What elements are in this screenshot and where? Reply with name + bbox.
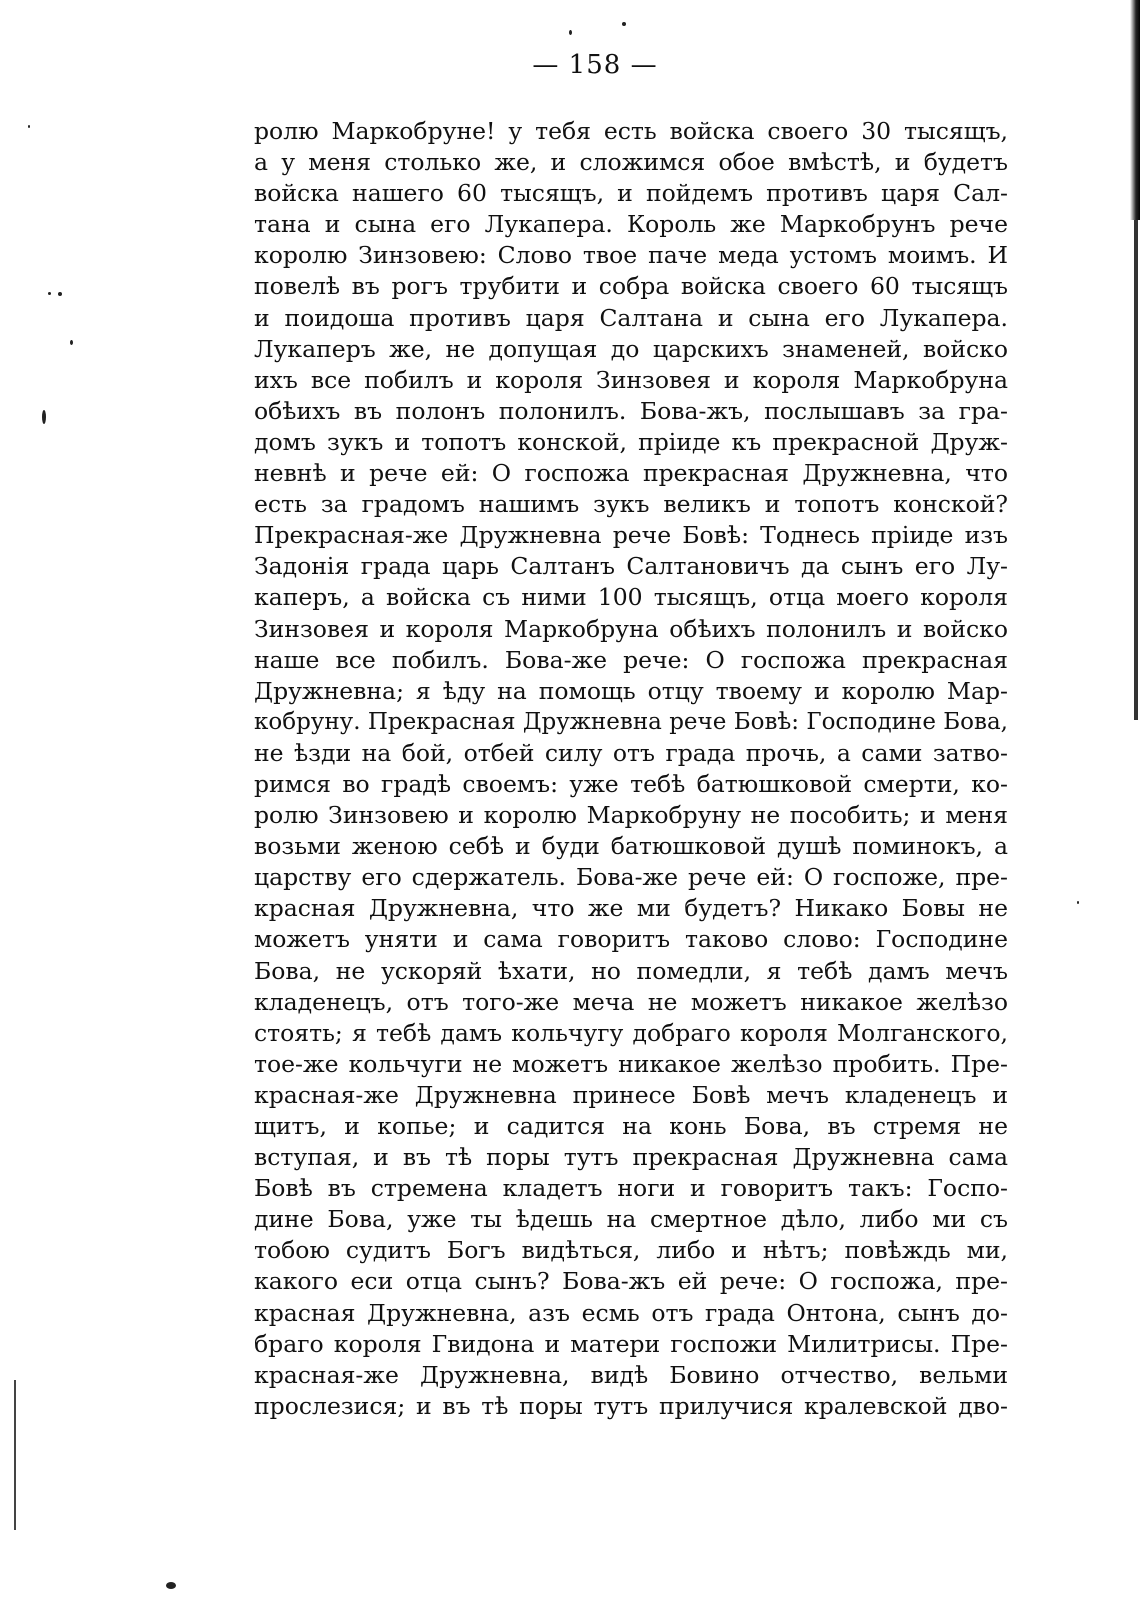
text-line: Дружневна; я ѣду на помощь отцу твоему и королю Мар- — [254, 676, 1008, 705]
body-text — [254, 116, 1008, 1422]
scan-speck — [166, 1582, 176, 1589]
page-edge-shadow — [1130, 0, 1140, 220]
text-line: царству его сдержатель. Бова-же рече ей: О госпоже, пре- — [254, 863, 1008, 892]
text-line: стоять; я тебѣ дамъ кольчугу добраго короля Молганского, — [254, 1018, 1008, 1047]
text-line: Лукаперъ же, не допущая до царскихъ знаменей, войско — [254, 334, 1008, 363]
scan-speck — [28, 125, 30, 128]
text-line: какого еси отца сынъ? Бова-жъ ей рече: О госпожа, пре- — [254, 1267, 1008, 1296]
text-line: тое-же кольчуги не можетъ никакое желѣзо пробить. Пре- — [254, 1049, 1008, 1078]
text-line: и поидоша противъ царя Салтана и сына его Лукапера. — [254, 303, 1008, 332]
text-line: домъ зукъ и топотъ конской, пріиде къ прекрасной Друж- — [254, 427, 1008, 456]
text-line: вступая, и въ тѣ поры тутъ прекрасная Дружневна сама — [254, 1143, 1008, 1172]
text-line: Зинзовея и короля Маркобруна обѣихъ полонилъ и войско — [254, 614, 1008, 643]
text-line: ихъ все побилъ и короля Зинзовея и короля Маркобруна — [254, 365, 1008, 394]
page-edge-line — [1134, 220, 1138, 720]
scan-speck — [622, 22, 626, 26]
page-number: — 158 — — [532, 50, 658, 80]
text-line: красная-же Дружневна, видѣ Бовино отчество, вельми — [254, 1360, 1008, 1389]
text-line: красная Дружневна, что же ми будетъ? Никако Бовы не — [254, 894, 1008, 923]
text-line: красная Дружневна, азъ есмь отъ града Онтона, сынъ до- — [254, 1298, 1008, 1327]
text-line: Задонія града царь Салтанъ Салтановичъ да сынъ его Лу- — [254, 552, 1008, 581]
text-line: браго короля Гвидона и матери госпожи Милитрисы. Пре- — [254, 1329, 1008, 1358]
text-line: королю Зинзовею: Слово твое паче меда устомъ моимъ. И — [254, 241, 1008, 270]
text-line: кобруну. Прекрасная Дружневна рече Бовѣ: Господине Бова, — [254, 708, 1008, 735]
text-line: дине Бова, уже ты ѣдешь на смертное дѣло, либо ми съ — [254, 1205, 1008, 1234]
text-line: тана и сына его Лукапера. Король же Маркобрунъ рече — [254, 210, 1008, 239]
text-line: можетъ уняти и сама говоритъ таково слово: Господине — [254, 925, 1008, 954]
text-line: возьми женою себѣ и буди батюшковой душѣ поминокъ, а — [254, 832, 1008, 861]
text-line: прослезися; и въ тѣ поры тутъ прилучися кралевской дво- — [254, 1391, 1008, 1420]
text-line: наше все побилъ. Бова-же рече: О госпожа прекрасная — [254, 645, 1008, 674]
scan-margin-mark — [14, 1380, 16, 1530]
text-line: невнѣ и рече ей: О госпожа прекрасная Дружневна, что — [254, 459, 1008, 488]
text-line: а у меня столько же, и сложимся обое вмѣстѣ, и будетъ — [254, 148, 1008, 177]
scan-speck — [42, 410, 46, 424]
text-line: ролю Зинзовею и королю Маркобруну не пособить; и меня — [254, 801, 1008, 830]
text-line: обѣихъ въ полонъ полонилъ. Бова-жъ, послышавъ за гра- — [254, 396, 1008, 425]
text-line: войска нашего 60 тысящъ, и пойдемъ противъ царя Сал- — [254, 179, 1008, 208]
scan-speck — [1077, 901, 1079, 904]
text-line: щитъ, и копье; и садится на конь Бова, въ стремя не — [254, 1112, 1008, 1140]
text-line: Бовѣ въ стремена кладетъ ноги и говоритъ такъ: Госпо- — [254, 1174, 1008, 1203]
scan-speck — [70, 340, 73, 345]
text-line: Бова, не ускоряй ѣхати, но помедли, я тебѣ дамъ мечъ — [254, 956, 1008, 985]
text-line: каперъ, а войска съ ними 100 тысящъ, отца моего короля — [254, 583, 1008, 612]
text-line: римся во градѣ своемъ: уже тебѣ батюшковой смерти, ко- — [254, 769, 1008, 798]
scan-speck — [48, 292, 51, 295]
text-line: не ѣзди на бой, отбей силу отъ града прочь, а сами затво- — [254, 738, 1008, 767]
text-line: красная-же Дружневна принесе Бовѣ мечъ кладенецъ и — [254, 1080, 1008, 1109]
scan-speck — [58, 292, 62, 296]
text-line: Прекрасная-же Дружневна рече Бовѣ: Тоднесь пріиде изъ — [254, 521, 1008, 550]
text-line: кладенецъ, отъ того-же меча не можетъ никакое желѣзо — [254, 987, 1008, 1016]
text-line: повелѣ въ рогъ трубити и собра войска своего 60 тысящъ — [254, 272, 1008, 301]
scan-speck — [569, 30, 572, 35]
text-line: ролю Маркобруне! у тебя есть войска своего 30 тысящъ, — [254, 117, 1008, 145]
text-line: есть за градомъ нашимъ зукъ великъ и топотъ конской? — [254, 490, 1008, 519]
text-line: тобою судитъ Богъ видѣться, либо и нѣтъ; повѣждь ми, — [254, 1236, 1008, 1265]
